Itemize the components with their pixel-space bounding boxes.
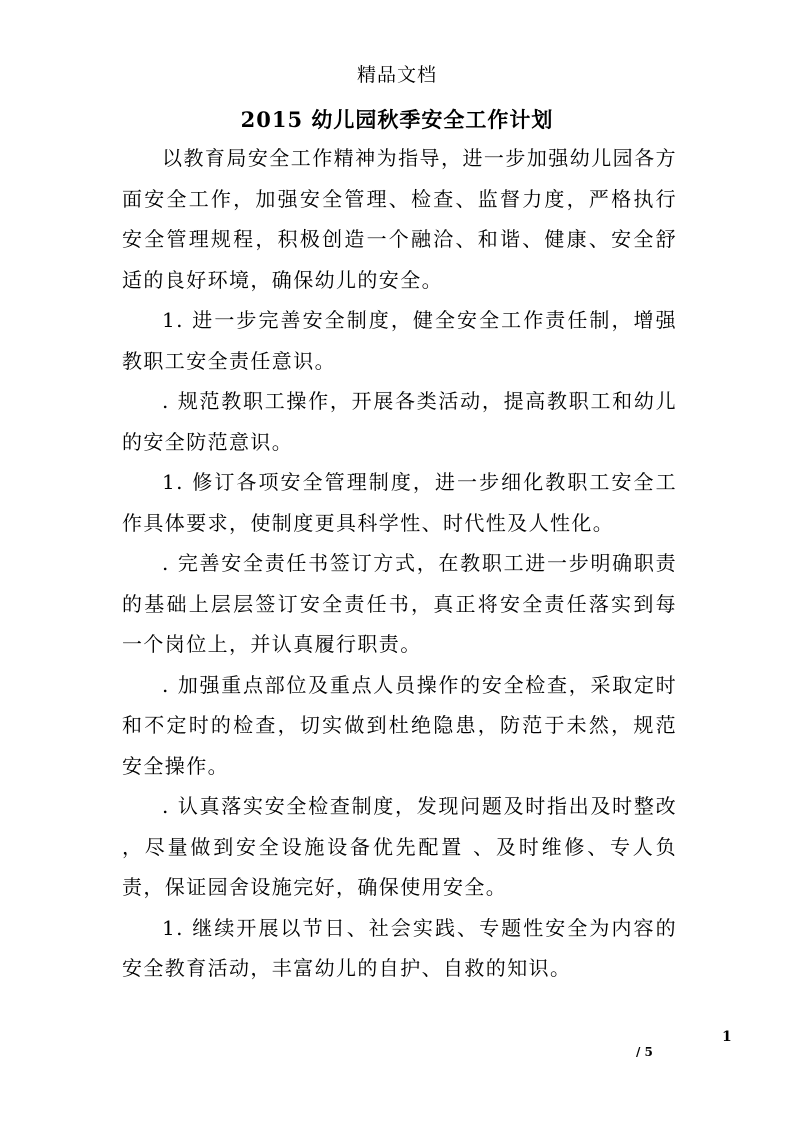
paragraph-item-5: . 加强重点部位及重点人员操作的安全检查，采取定时和不定时的检查，切实做到杜绝隐患，防范于未然，规范安全操作。 [122,672,677,778]
paragraph-item-4: . 完善安全责任书签订方式，在教职工进一步明确职责的基础上层层签订安全责任书，真正将安全责任落实到每一个岗位上，并认真履行职责。 [122,551,677,656]
paragraph-item-6: . 认真落实安全检查制度，发现问题及时指出及时整改 ，尽量做到安全设施设备优先配置 、及时维修、专人负责，保证园舍设施完好，确保使用安全。 [122,794,677,899]
document-body [122,138,677,989]
document-title: 2015 幼儿园秋季安全工作计划 [240,107,554,132]
document-header: 精品文档 [356,64,437,86]
paragraph-item-2: . 规范教职工操作，开展各类活动，提高教职工和幼儿的安全防范意识。 [122,389,677,454]
paragraph-intro: 以教育局安全工作精神为指导，进一步加强幼儿园各方面安全工作，加强安全管理、检查、监督力度，严格执行安全管理规程，积极创造一个融洽、和谐、健康、安全舒适的良好环境，确保幼儿的安全。 [122,146,677,292]
paragraph-item-7: 1. 继续开展以节日、社会实践、专题性安全为内容的安全教育活动，丰富幼儿的自护、自救的知识。 [122,915,677,980]
page-total: / 5 [636,1045,653,1059]
paragraph-item-3: 1. 修订各项安全管理制度，进一步细化教职工安全工作具体要求，使制度更具科学性、时代性及人性化。 [122,470,677,535]
page-number: 1 [722,1029,732,1045]
paragraph-item-1: 1. 进一步完善安全制度，健全安全工作责任制，增强教职工安全责任意识。 [122,308,677,373]
